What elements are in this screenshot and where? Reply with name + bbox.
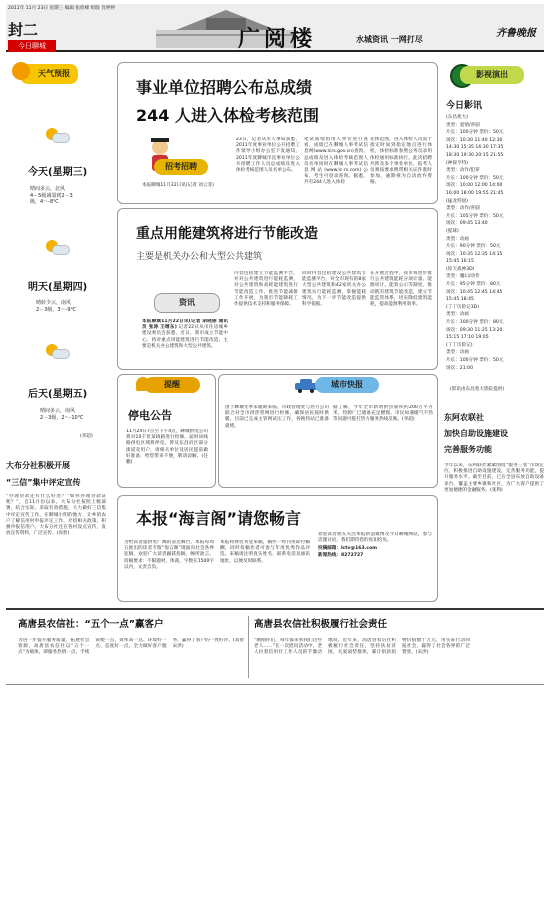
page-title: 广阅楼	[238, 27, 317, 52]
city-col1: 由于聊城冬季采暖期来临，市政管理处与热力公司联合对全市供热管网进行检修，确保居民按时供暖。目前已完成主管网试压工作，各换热站已准备就绪。	[225, 405, 329, 429]
energy-byline: 本报聊城11月22日讯(记者 胡晓丽 通讯员 张涛 王继东)	[142, 319, 228, 331]
weather-badge-label: 天气预报	[38, 69, 70, 78]
movie-column	[444, 62, 544, 402]
big-col3	[318, 532, 432, 598]
movie-badge	[460, 66, 524, 84]
movie-line: 片长：105分钟 票价：50元	[446, 213, 504, 219]
bottom-left-body: 为进一步提升服务质量，拓展社会客源，高唐县农信社以“五个一点”为载体，即服务热情一点、手续简便一点、效率高一点、环境好一点、态度好一点，全力做好客户服务，赢得了客户的一致好评。(高智 宋洪)	[18, 638, 244, 656]
email-link[interactable]: lctv@163.com	[340, 546, 378, 552]
movie-line: 类型：动作/犯罪	[446, 168, 480, 174]
movie-line: 类型：动画	[446, 312, 469, 318]
notice-body: 11月24日7点至下午4点，聊城供电公司将对10千伏某线路进行检修，届时该线路供电区域将停电，涉及东昌府区部分街道及用户，请相关单位及居民提前做好准备，给您带来不便，敬请谅解。(任鹏)	[126, 429, 208, 466]
left-story	[6, 460, 106, 610]
masthead	[6, 4, 544, 52]
energy-col2: 内容包括建立节能监测平台，并对公共建筑进行能耗监测，对公共建筑和高耗能建筑进行节能改造工作，推进节能减排工作开展，为我市节能降耗工作提供技术支持和服务保障。	[234, 271, 298, 308]
main-headline2: 244 人进入体检考核范围	[136, 106, 319, 125]
brand-logo: 齐鲁晚报	[496, 28, 536, 39]
movie-line: (猛龙特囧)	[446, 198, 468, 204]
movie-title: 今日影讯	[446, 101, 483, 111]
big-col1: 为给读者提供更广阔的表达舞台，本报每周五推出的读者专版“海言阁”现面向社会各界征稿，欢迎广大读者踊跃投稿，畅所欲言。投稿要求：不限题材，体裁，字数在1500字以内，文责自负。	[124, 540, 214, 570]
main-col2: 笔试成绩由用人单位进行查看，成绩已在聊城人事考试信息网(www.lcrs.gov.cn)查询。总成绩及进入体检考核范围人员名单同时在聊城人事考试信息网站(www.lc-rs.com)公布，考生可登录查询。据悉，共有244人进入体检	[304, 137, 368, 186]
bottom-left-title: 高唐县农信社：“五个一点”赢客户	[18, 619, 164, 630]
movie-line: 14:30 15:35 16:30 17:35	[446, 145, 504, 151]
movie-line: (东昌苑大)	[446, 115, 468, 120]
movie-line: 场次：10:30 11:40 12:30	[446, 137, 503, 143]
partly-cloudy-icon	[44, 128, 66, 142]
main-col1: 23日，记者从市人事局获悉，2011年度事业单位公开招聘工作领导小组办公室下发通知，2011年度聊城市直事业单位公开招聘工作人员总成绩及进入体检考核范围人员名单公布。	[236, 137, 300, 174]
weather-credit: (李超)	[80, 434, 93, 439]
movie-line: (猩球)	[446, 228, 459, 234]
energy-col1-text: 记者22日从市住房城乡建设委员会获悉，近日，我市成立节能中心，将对重点用能建筑进行节能改造，主要是机关办公建筑和大型公共建筑。	[142, 325, 228, 349]
bottom-right-body: “刚刚你们，每年都来看我们这些老人……”在一次慰问活动中，老人拉着信用社工作人员的手激动地说。近年来，高唐县农信社积极履行社会责任，坚持扶贫济困，关爱弱势群体，累计捐款捐物价值数十万元，用实际行动回报社会，赢得了社会各界的广泛赞誉。(宋洪)	[254, 638, 470, 656]
big-col3-text: 欢迎读者朋友关注本报新浪微博及今日聊城网站，参与话题讨论，我们期待您的真知灼见。	[318, 532, 432, 544]
city-news-tag	[315, 377, 379, 393]
movie-line: 片长：100分钟 票价：50元	[446, 175, 504, 181]
notice-box	[117, 374, 216, 488]
section-label: 封二	[8, 21, 39, 39]
energy-col3: 同时内容包括建设公共建筑节能监测平台，对全市现有的8家大型公共建筑和42家机关办公建筑实行能耗监测，掌握能耗情况，为下一步节能改造提供科学依据。	[302, 271, 366, 308]
weather-day-tomorrow-desc: 晴转少云，南风 2－3级，3～-9℃	[36, 300, 77, 313]
right-story-title2: 加快自助设施建设	[444, 429, 508, 438]
left-story-title2: “三信”集中评定宣传	[6, 478, 81, 487]
energy-col4: 在开展过程中，我市将逐步推行公共建筑能耗分项计量、能源审计、能效公示等制度，推动既有建筑节能改造，建立节能监管体系，切实降低建筑能耗，提高能源利用效率。	[370, 271, 432, 308]
movie-line: (丁丁历险记)	[446, 342, 473, 348]
bottom-rule	[6, 684, 544, 685]
right-story-body: 今年以来，东阿联社紧紧围绕“服务三农”市场定位，积极推进自助设施建设，完善服务功能，提升服务水平。截至目前，已在全县布放自助设备多台，覆盖主要乡镇和社区，为广大客户提供了更加便捷的金融服务。(张利)	[444, 463, 544, 493]
movie-line: (惊天战神3D)	[446, 266, 475, 272]
movie-line: 15:45 16:15	[446, 259, 474, 265]
energy-col1	[142, 319, 228, 365]
movie-line: 18:30 19:30 20:15 21:55	[446, 152, 504, 158]
movie-line: 15:45 18:45	[446, 297, 474, 303]
weather-day-after-desc: 晴间多云，南风 2－3级，2～-10℃	[40, 408, 84, 421]
main-story-box	[117, 62, 438, 204]
movie-line: 类型：动画	[446, 236, 469, 242]
movie-list	[446, 114, 544, 372]
right-story	[444, 412, 544, 607]
movie-line: 15:15 17:10 19:05	[446, 335, 489, 341]
hotline-number: 8272727	[340, 552, 364, 558]
movie-line: 场次：10:45 12:45 14:45	[446, 289, 503, 295]
movie-line: 场次：10:00 12:00 14:00	[446, 183, 503, 189]
recruitment-tag-label: 招考招聘	[165, 162, 197, 171]
big-headline: 本报“海言阁”请您畅言	[136, 509, 302, 528]
weather-day-today-desc: 晴间多云，北风 4－5级减弱到2－3 级，4～-8℃	[30, 186, 73, 206]
date-line: 2011年 11月 23日 星期三 编辑 张欣峰 组版 肖婷婷	[8, 6, 116, 11]
energy-story-box	[117, 208, 438, 370]
recruitment-tag	[154, 159, 208, 175]
energy-subhead: 主要是机关办公和大型公共建筑	[136, 252, 263, 262]
movie-line: 片长：100分钟 票价：50元	[446, 358, 504, 363]
movie-line: 场次：09:30 11:25 13:20	[446, 327, 503, 333]
divider	[248, 616, 249, 678]
movie-line: 片长：100分钟 票价：50元	[446, 130, 504, 136]
hotline-line	[318, 553, 432, 559]
city-col2: 据了解，今年全市新增供热面积约200万平方米，热源厂已储备充足燃煤。市民如遇暖气不热等问题可拨打热力服务热线反映。(李超)	[333, 405, 433, 423]
movie-line: (神探亨特)	[446, 160, 468, 166]
bottom-left-story	[18, 616, 244, 716]
left-story-body: “办理贷款还有什么好处？”如何办理贷款证呢？”，自11月份以来，大布分社按照上级部署，结合实际，采取有效措施，大力做好三信集中评定宣传工作。在聊城小明的地方，让乡的农户了解信用村申报评定工作，介绍相关政策，积极申报信用户。大布分社还在各村设点宣传，发放宣传资料，广泛宣传。(高智)	[6, 494, 106, 537]
movie-line: 场次：21:00	[446, 365, 474, 371]
email-label: 投稿邮箱：	[318, 546, 341, 552]
big-story-box	[117, 495, 438, 602]
weather-day-today-label: 今天(星期三)	[28, 167, 88, 178]
movie-line: 类型：动画	[446, 350, 469, 356]
weather-day-tomorrow-label: 明天(星期四)	[28, 282, 88, 293]
movie-line: 片长：100分钟 票价：80元	[446, 320, 504, 326]
notice-tag	[144, 377, 200, 393]
notice-tag-label: 提醒	[164, 380, 180, 389]
right-story-title1: 东阿农联社	[444, 413, 484, 422]
energy-headline: 重点用能建筑将进行节能改造	[136, 226, 318, 242]
movie-line: (丁丁历险记3D)	[446, 304, 480, 310]
main-dateline	[142, 183, 232, 189]
main-byline: 本报聊城11月22日讯(记者 刘云菲)	[142, 183, 214, 188]
partly-cloudy-icon	[44, 240, 66, 254]
movie-line: 片长：95分钟 票价：80元	[446, 282, 501, 288]
movie-badge-label: 影视演出	[476, 70, 508, 79]
right-story-title3: 完善服务功能	[444, 445, 492, 454]
info-tag-label: 资讯	[179, 298, 195, 307]
movie-items	[446, 114, 544, 372]
notice-headline: 停电公告	[128, 409, 172, 422]
bottom-right-title: 高唐县农信社积极履行社会责任	[254, 619, 388, 630]
left-story-title1: 大布分社积极开展	[6, 461, 70, 470]
main-headline1: 事业单位招聘公布总成绩	[136, 78, 313, 97]
movie-line: 类型：魔幻/动作	[446, 274, 480, 280]
movie-footer: (影讯由东昌苑大影院提供)	[450, 387, 505, 392]
movie-line: 类型：动作/喜剧	[446, 206, 480, 212]
weather-badge	[20, 64, 78, 84]
subsection-badge: 今日聊城	[8, 40, 56, 52]
weather-column	[6, 62, 106, 447]
sun-icon	[12, 62, 30, 80]
movie-line: 场次：09:45 13:40	[446, 221, 488, 227]
movie-line: 片长：90分钟 票价：50元	[446, 244, 501, 250]
bottom-right-story	[254, 616, 544, 716]
info-tag	[154, 293, 220, 313]
hotline-label: 新闻热线：	[318, 552, 341, 558]
movie-line: 场次：10:35 12:35 14:15	[446, 251, 503, 257]
movie-line: 16:00 18:00 19:55 21:45	[446, 190, 504, 196]
page-subtitle: 水城资讯 一网打尽	[356, 35, 423, 44]
partly-cloudy-icon	[44, 344, 66, 358]
movie-line: 类型：爱情/喜剧	[446, 122, 480, 128]
city-news-box	[218, 374, 438, 488]
main-col3: 先体范围，进入体检人员需于指定时间到指定地点进行体检，体检标准参照公务员录用体检通用标准执行。此次招聘共涉及多个事业单位，报考人员须按要求携带相关证件准时参加，逾期视为自动放弃资格。	[370, 137, 432, 186]
weather-day-after-label: 后天(星期五)	[28, 389, 88, 400]
city-news-tag-label: 城市快报	[331, 380, 363, 389]
divider	[6, 608, 544, 610]
big-col2: 本报将择优刊登来稿，稿件一经刊用即付稿酬，同时投稿作者可参与年度优秀作品评选。来稿请注明真实姓名、联系电话及通讯地址，以便及时联系。	[220, 540, 310, 564]
